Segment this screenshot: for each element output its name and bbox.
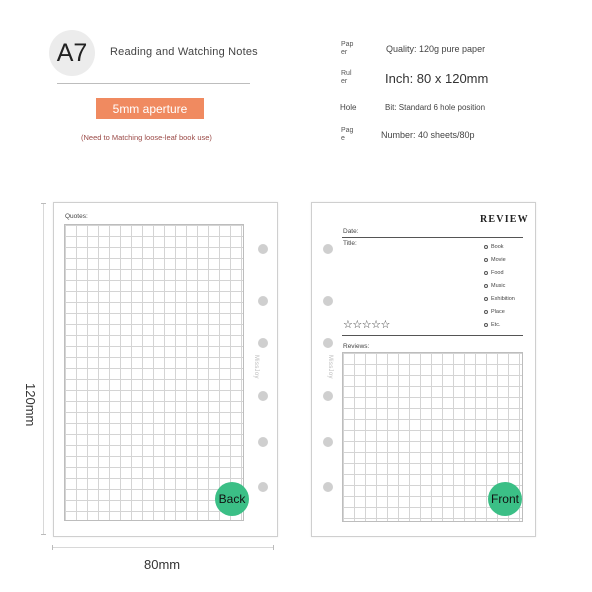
front-hole-6 — [323, 482, 333, 492]
width-tick-left — [52, 545, 53, 550]
radio-icon — [484, 271, 488, 275]
matching-note: (Need to Matching loose-leaf book use) — [81, 133, 212, 142]
spec-key-paper: Paper — [341, 41, 354, 56]
category-option[interactable] — [484, 296, 515, 302]
front-hole-1 — [323, 244, 333, 254]
height-dimension-line — [43, 203, 44, 535]
spec-value-page: Number: 40 sheets/80p — [381, 130, 475, 140]
quotes-label: Quotes: — [65, 213, 88, 220]
radio-icon — [484, 245, 488, 249]
height-tick-top — [41, 203, 46, 204]
radio-icon — [484, 310, 488, 314]
category-label: Music — [491, 283, 506, 289]
spec-value-hole: Bit: Standard 6 hole position — [385, 103, 486, 112]
spec-key-hole: Hole — [340, 103, 357, 112]
star-rating-icon[interactable]: ☆☆☆☆☆ — [343, 319, 390, 331]
size-badge — [49, 30, 95, 76]
title-label: Title: — [343, 240, 357, 247]
category-option[interactable] — [484, 270, 504, 276]
spec-key-page: Page — [341, 127, 354, 142]
aperture-label — [96, 98, 204, 119]
back-hole-1 — [258, 244, 268, 254]
size-badge-text: A7 — [56, 38, 88, 67]
back-hole-2 — [258, 296, 268, 306]
review-heading: REVIEW — [480, 214, 529, 225]
front-hole-4 — [323, 391, 333, 401]
back-button[interactable] — [215, 482, 249, 516]
width-label: 80mm — [144, 557, 181, 572]
front-brand-mark: MissJoy — [327, 355, 333, 379]
radio-icon — [484, 258, 488, 262]
category-option[interactable] — [484, 283, 505, 289]
front-hole-3 — [323, 338, 333, 348]
category-option[interactable] — [484, 322, 500, 328]
title-divider — [57, 83, 250, 84]
title-rule — [342, 335, 523, 336]
date-label: Date: — [343, 228, 359, 235]
category-label: Exhibition — [491, 296, 515, 302]
spec-value-paper: Quality: 120g pure paper — [386, 44, 486, 54]
category-option[interactable] — [484, 309, 505, 315]
front-button[interactable] — [488, 482, 522, 516]
front-hole-2 — [323, 296, 333, 306]
category-label: Book — [491, 244, 504, 250]
category-option[interactable] — [484, 257, 506, 263]
radio-icon — [484, 297, 488, 301]
front-button-label: Front — [490, 492, 519, 506]
product-title: Reading and Watching Notes — [110, 46, 258, 58]
category-label: Movie — [491, 257, 506, 263]
spec-key-ruler: Ruler — [341, 70, 352, 85]
date-rule — [342, 237, 523, 238]
front-hole-5 — [323, 437, 333, 447]
back-hole-3 — [258, 338, 268, 348]
back-hole-6 — [258, 482, 268, 492]
back-grid — [64, 224, 244, 521]
category-label: Etc. — [491, 322, 501, 328]
height-label: 120mm — [23, 383, 38, 427]
radio-icon — [484, 323, 488, 327]
aperture-text: 5mm aperture — [112, 101, 188, 116]
width-dimension-line — [52, 547, 274, 548]
spec-value-ruler: Inch: 80 x 120mm — [385, 71, 489, 86]
back-button-label: Back — [218, 492, 246, 506]
category-label: Food — [491, 270, 504, 276]
back-brand-mark: MissJoy — [253, 355, 259, 379]
width-tick-right — [273, 545, 274, 550]
radio-icon — [484, 284, 488, 288]
reviews-label: Reviews: — [343, 343, 370, 350]
category-label: Place — [491, 309, 505, 315]
height-tick-bottom — [41, 534, 46, 535]
category-option[interactable] — [484, 244, 504, 250]
back-hole-5 — [258, 437, 268, 447]
back-hole-4 — [258, 391, 268, 401]
